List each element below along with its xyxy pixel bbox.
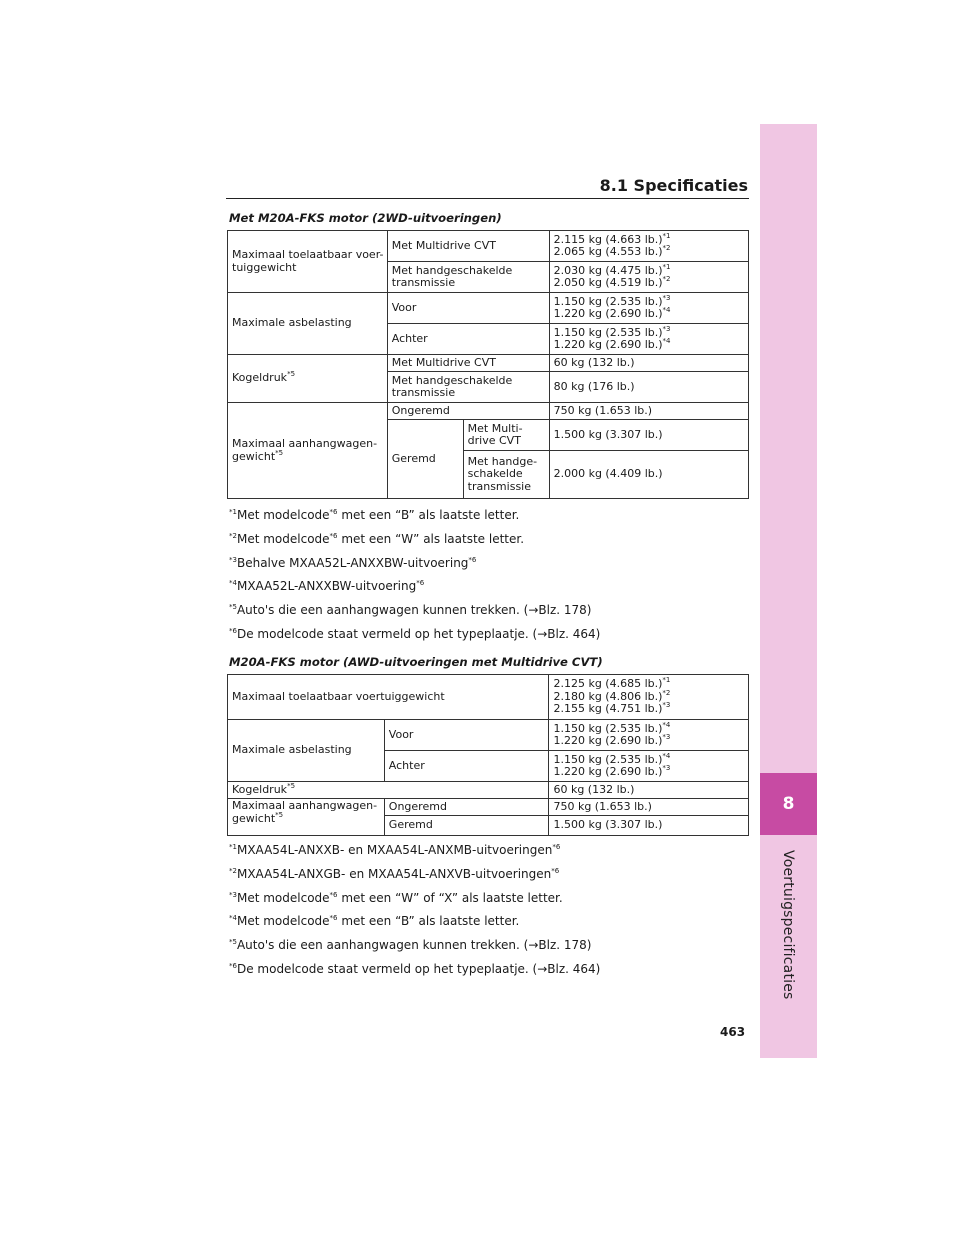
- cell-gvw-manual: Met handgeschakelde transmissie: [387, 262, 549, 293]
- cell-axle-rear: Achter: [387, 324, 549, 355]
- cell-ball-cvt: Met Multidrive CVT: [387, 355, 549, 372]
- cell-braked-manual: Met handge-schakelde transmissie: [463, 451, 549, 499]
- cell-gvw-value: 2.125 kg (4.685 lb.)$^{*1}$ 2.180 kg (4.806 lb.)$^{*2}$ 2.155 kg (4.751 lb.)$^{*3}$: [549, 675, 749, 720]
- footnote: $^{*2}$MXAA54L-ANXGB- en MXAA54L-ANXVB-uitvoeringen$^{*6}$: [229, 866, 560, 881]
- cell-unbraked: Ongeremd: [384, 799, 549, 816]
- cell-braked: Geremd: [387, 420, 463, 499]
- cell-axle-front: Voor: [387, 293, 549, 324]
- footnote: $^{*2}$Met modelcode$^{*6}$ met een “W” als laatste letter.: [229, 531, 525, 546]
- footnote-link[interactable]: $^{*5}$Auto's die een aanhangwagen kunnen trekken. (→Blz. 178): [229, 938, 592, 953]
- cell-braked-value: 1.500 kg (3.307 lb.): [549, 816, 749, 836]
- cell-axle-label: Maximale asbelasting: [228, 720, 385, 782]
- cell-axle-rear-value: 1.150 kg (2.535 lb.)$^{*3}$ 1.220 kg (2.690 lb.)$^{*4}$: [549, 324, 748, 355]
- cell-axle-front-value: 1.150 kg (2.535 lb.)$^{*4}$ 1.220 kg (2.690 lb.)$^{*3}$: [549, 720, 749, 751]
- cell-ball-label: Kogeldruk$^{*5}$: [228, 355, 388, 403]
- chapter-label: Voertuigspecificaties: [780, 850, 796, 1000]
- cell-ball-manual-value: 80 kg (176 lb.): [549, 372, 748, 403]
- cell-axle-front-value: 1.150 kg (2.535 lb.)$^{*3}$ 1.220 kg (2.690 lb.)$^{*4}$: [549, 293, 748, 324]
- cell-gvw-label: Maximaal toelaatbaar voer-tuiggewicht: [228, 231, 388, 293]
- chapter-number-tab[interactable]: 8: [760, 773, 817, 835]
- cell-axle-rear-value: 1.150 kg (2.535 lb.)$^{*4}$ 1.220 kg (2.690 lb.)$^{*3}$: [549, 751, 749, 782]
- footnote-link[interactable]: $^{*6}$De modelcode staat vermeld op het typeplaatje. (→Blz. 464): [229, 961, 601, 976]
- footnote: $^{*3}$Behalve MXAA52L-ANXXBW-uitvoering$^{*6}$: [229, 555, 477, 570]
- cell-ball-cvt-value: 60 kg (132 lb.): [549, 355, 748, 372]
- footnotes-2wd: [229, 508, 600, 651]
- footnote: $^{*1}$Met modelcode$^{*6}$ met een “B” als laatste letter.: [229, 508, 520, 522]
- cell-gvw-cvt-value: 2.115 kg (4.663 lb.)$^{*1}$ 2.065 kg (4.553 lb.)$^{*2}$: [549, 231, 748, 262]
- footnotes-awd: [229, 843, 600, 986]
- cell-trailer-label: Maximaal aanhangwagen-gewicht$^{*5}$: [228, 799, 385, 836]
- cell-braked-manual-value: 2.000 kg (4.409 lb.): [549, 451, 748, 499]
- cell-braked: Geremd: [384, 816, 549, 836]
- section-title-awd: M20A-FKS motor (AWD-uitvoeringen met Multidrive CVT): [229, 655, 603, 669]
- cell-gvw-label: Maximaal toelaatbaar voertuiggewicht: [228, 675, 549, 720]
- footnote: $^{*3}$Met modelcode$^{*6}$ met een “W” of “X” als laatste letter.: [229, 890, 563, 905]
- cell-gvw-cvt: Met Multidrive CVT: [387, 231, 549, 262]
- footnote-link[interactable]: $^{*6}$De modelcode staat vermeld op het typeplaatje. (→Blz. 464): [229, 626, 601, 641]
- cell-unbraked-value: 750 kg (1.653 lb.): [549, 403, 748, 420]
- cell-unbraked: Ongeremd: [387, 403, 549, 420]
- header-divider: [226, 198, 749, 199]
- spec-table-awd: [227, 674, 749, 836]
- cell-braked-cvt-value: 1.500 kg (3.307 lb.): [549, 420, 748, 451]
- page-number: 463: [720, 1025, 746, 1039]
- footnote-link[interactable]: $^{*5}$Auto's die een aanhangwagen kunnen trekken. (→Blz. 178): [229, 603, 592, 618]
- page-header-title: 8.1 Specificaties: [599, 176, 748, 195]
- footnote: $^{*4}$MXAA52L-ANXXBW-uitvoering$^{*6}$: [229, 579, 425, 594]
- cell-axle-rear: Achter: [384, 751, 549, 782]
- cell-ball-label: Kogeldruk$^{*5}$: [228, 782, 549, 799]
- cell-trailer-label: Maximaal aanhangwagen-gewicht$^{*5}$: [228, 403, 388, 499]
- cell-braked-cvt: Met Multi-drive CVT: [463, 420, 549, 451]
- cell-axle-front: Voor: [384, 720, 549, 751]
- footnote: $^{*1}$MXAA54L-ANXXB- en MXAA54L-ANXMB-uitvoeringen$^{*6}$: [229, 843, 561, 857]
- cell-ball-manual: Met handgeschakelde transmissie: [387, 372, 549, 403]
- cell-axle-label: Maximale asbelasting: [228, 293, 388, 355]
- cell-unbraked-value: 750 kg (1.653 lb.): [549, 799, 749, 816]
- spec-table-2wd: [227, 230, 749, 499]
- cell-gvw-manual-value: 2.030 kg (4.475 lb.)$^{*1}$ 2.050 kg (4.519 lb.)$^{*2}$: [549, 262, 748, 293]
- section-title-2wd: Met M20A-FKS motor (2WD-uitvoeringen): [229, 211, 502, 225]
- cell-ball-value: 60 kg (132 lb.): [549, 782, 749, 799]
- footnote: $^{*4}$Met modelcode$^{*6}$ met een “B” als laatste letter.: [229, 914, 520, 929]
